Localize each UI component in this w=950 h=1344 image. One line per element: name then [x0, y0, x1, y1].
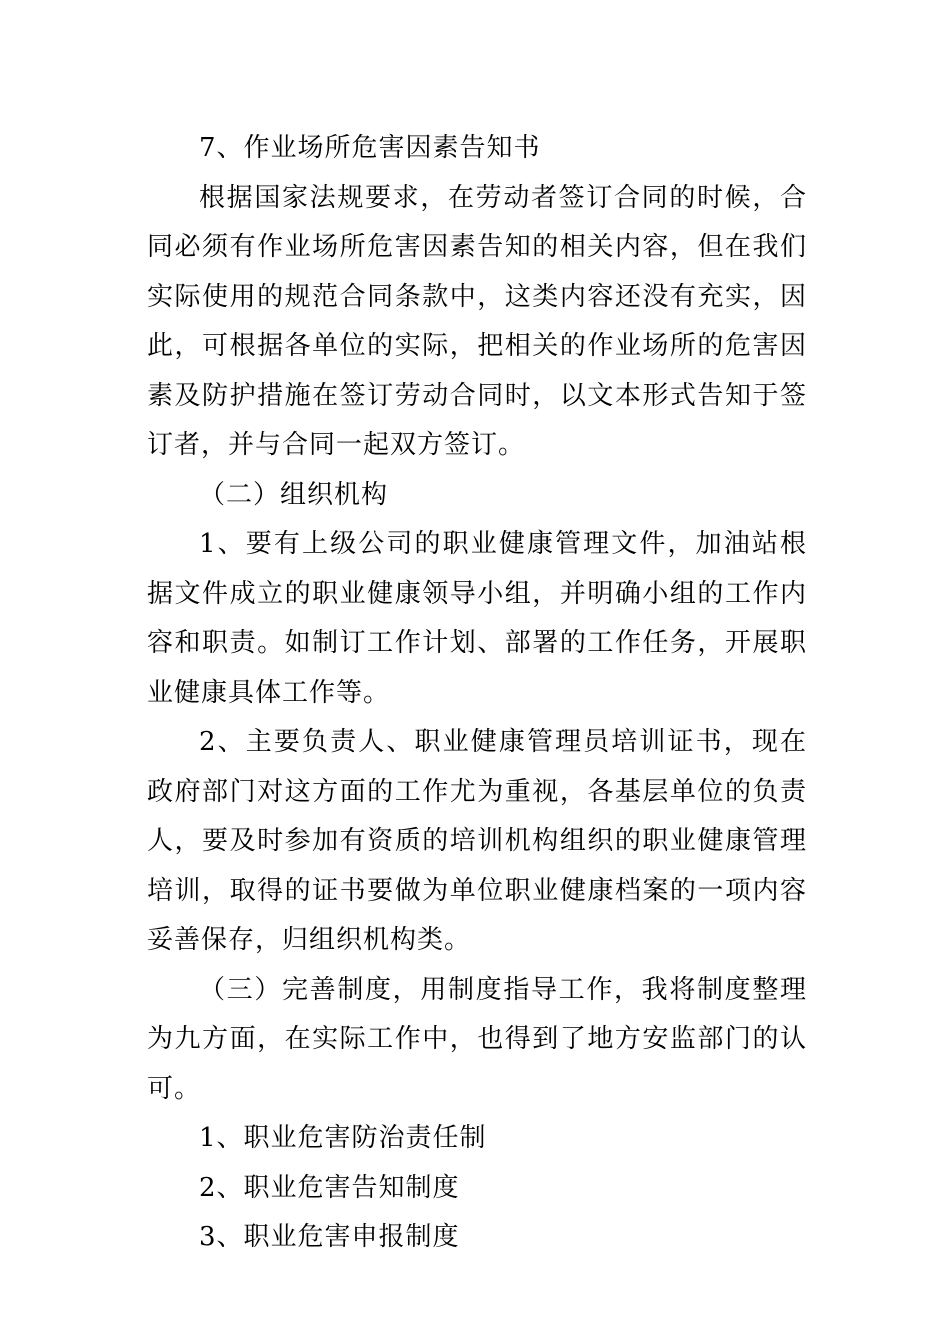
paragraph-notice-requirement: 根据国家法规要求，在劳动者签订合同的时候，合同必须有作业场所危害因素告知的相关内容，但在我们实际使用的规范合同条款中，这类内容还没有充实，因此，可根据各单位的实际，把相关的作业场所的危害因素及防护措施在签订劳动合同时，以文本形式告知于签订者，并与合同一起双方签订。	[147, 182, 807, 460]
heading-notice-letter: 7、作业场所危害因素告知书	[199, 133, 541, 163]
paragraph-organization-item-1: 1、要有上级公司的职业健康管理文件，加油站根据文件成立的职业健康领导小组，并明确小组的工作内容和职责。如制订工作计划、部署的工作任务，开展职业健康具体工作等。	[147, 529, 807, 708]
list-item-system-2: 2、职业危害告知制度	[199, 1172, 460, 1203]
paragraph-organization-item-2: 2、主要负责人、职业健康管理员培训证书，现在政府部门对这方面的工作尤为重视，各基层单位的负责人，要及时参加有资质的培训机构组织的职业健康管理培训，取得的证书要做为单位职业健康档案的一项内容妥善保存，归组织机构类。	[147, 727, 807, 955]
document-body	[147, 124, 807, 1263]
section-heading-organization: （二）组织机构	[199, 479, 389, 510]
section-heading-systems: （三）完善制度，用制度指导工作，我将制度整理为九方面，在实际工作中，也得到了地方安监部门的认可。	[147, 974, 807, 1104]
list-item-system-3: 3、职业危害申报制度	[199, 1222, 460, 1252]
list-item-system-1: 1、职业危害防治责任制	[199, 1123, 487, 1153]
